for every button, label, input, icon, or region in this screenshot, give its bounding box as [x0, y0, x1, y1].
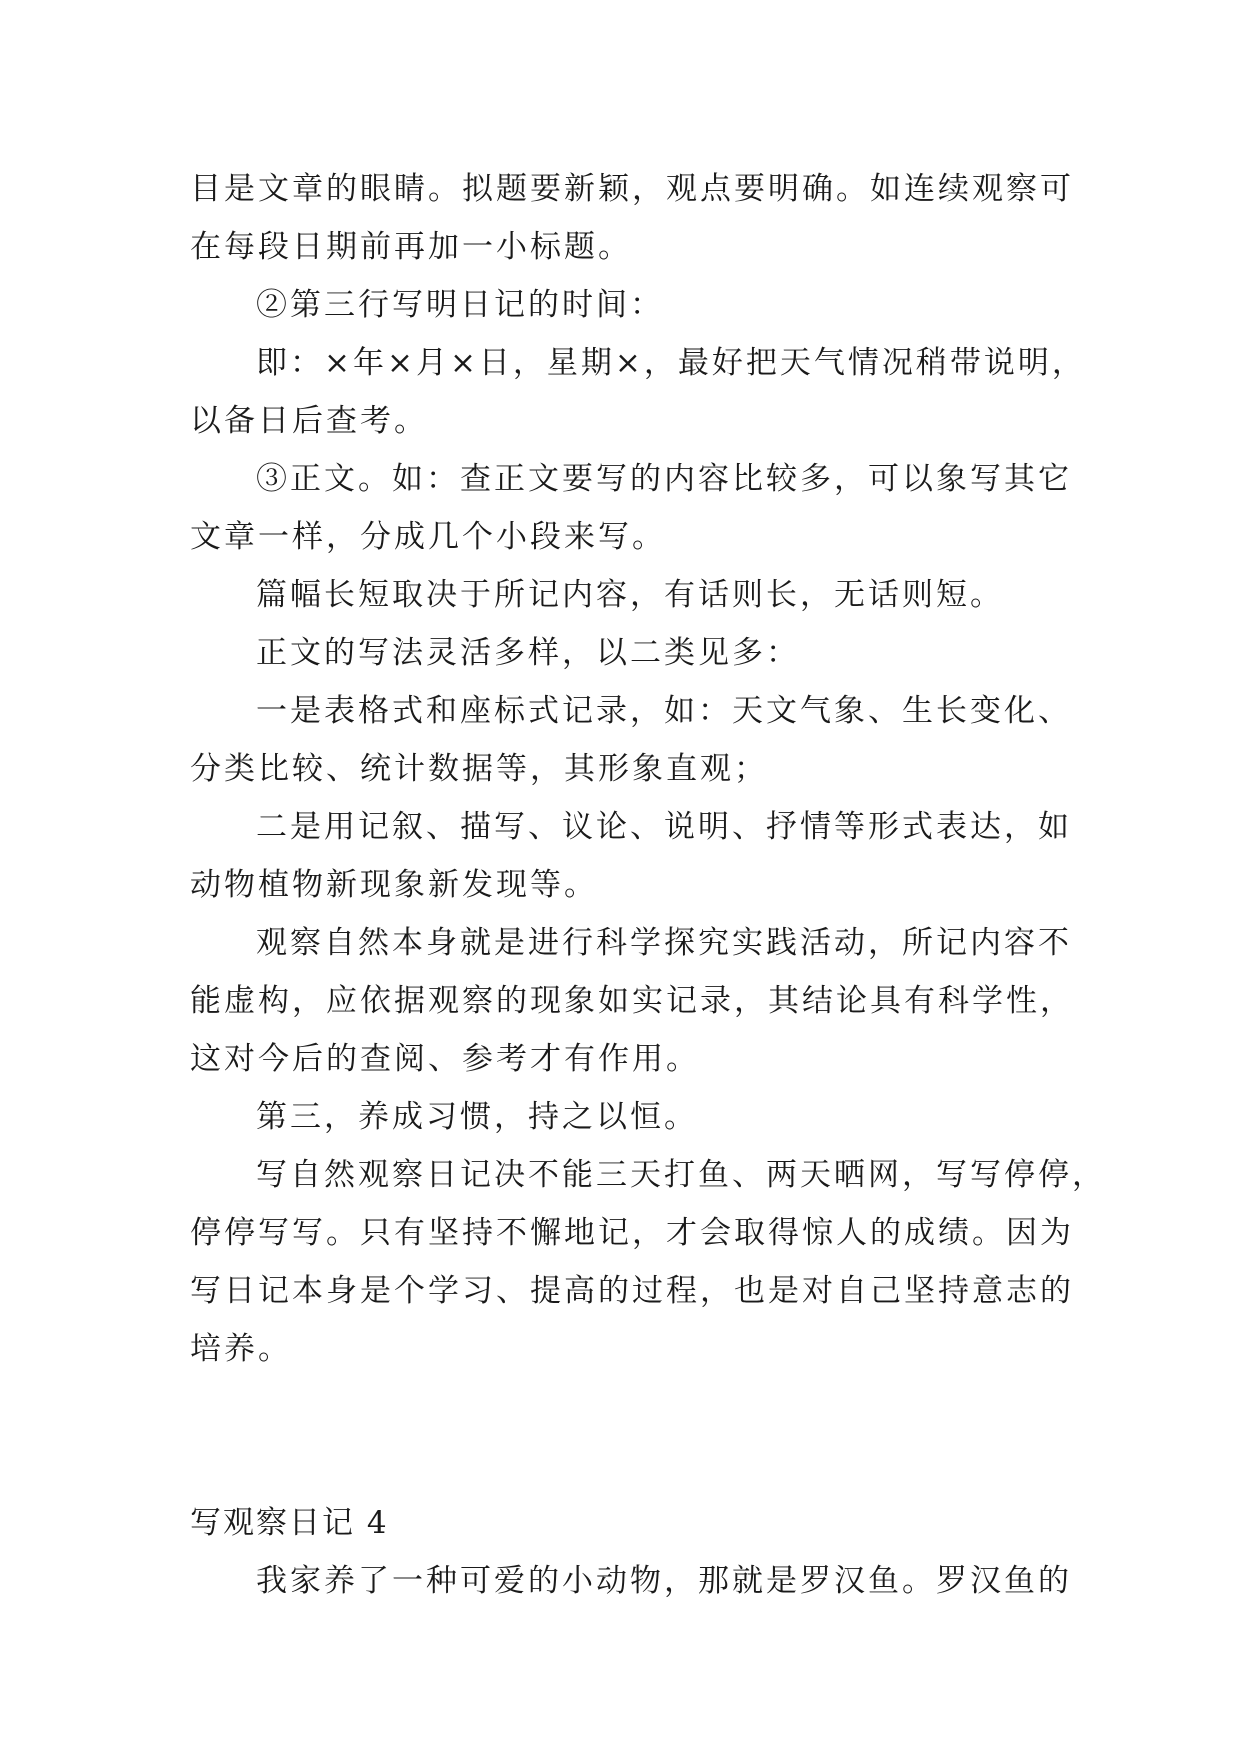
text-line: 二是用记叙、描写、议论、说明、抒情等形式表达，如 [256, 809, 1072, 845]
text-line: 这对今后的查阅、参考才有作用。 [190, 1041, 700, 1077]
text-line: 在每段日期前再加一小标题。 [190, 229, 632, 265]
text-line: ③正文。如：查正文要写的内容比较多，可以象写其它 [256, 461, 1072, 497]
text-line: 篇幅长短取决于所记内容，有话则长，无话则短。 [256, 577, 1004, 613]
text-line: 第三，养成习惯，持之以恒。 [256, 1099, 698, 1135]
document-body [190, 160, 1106, 1610]
text-line: 观察自然本身就是进行科学探究实践活动，所记内容不 [256, 925, 1072, 961]
text-line: 停停写写。只有坚持不懈地记，才会取得惊人的成绩。因为 [190, 1215, 1074, 1251]
section-heading: 写观察日记 4 [190, 1505, 389, 1541]
text-line: 培养。 [190, 1331, 292, 1367]
text-line: ②第三行写明日记的时间： [256, 287, 664, 323]
section-first-line: 我家养了一种可爱的小动物，那就是罗汉鱼。罗汉鱼的 [256, 1563, 1072, 1599]
text-line: 以备日后查考。 [190, 403, 428, 439]
text-line: 文章一样，分成几个小段来写。 [190, 519, 666, 555]
section-spacer [190, 1378, 1070, 1494]
text-line: 写自然观察日记决不能三天打鱼、两天晒网，写写停停， [256, 1157, 1106, 1193]
text-line: 目是文章的眼睛。拟题要新颖，观点要明确。如连续观察可 [190, 171, 1074, 207]
text-line: 能虚构，应依据观察的现象如实记录，其结论具有科学性， [190, 983, 1074, 1019]
text-line: 动物植物新现象新发现等。 [190, 867, 598, 903]
text-line: 正文的写法灵活多样，以二类见多： [256, 635, 800, 671]
text-line: 写日记本身是个学习、提高的过程，也是对自己坚持意志的 [190, 1273, 1074, 1309]
text-line: 一是表格式和座标式记录，如：天文气象、生长变化、 [256, 693, 1072, 729]
text-line: 即：×年×月×日，星期×，最好把天气情况稍带说明， [256, 345, 1086, 381]
text-line: 分类比较、统计数据等，其形象直观； [190, 751, 768, 787]
